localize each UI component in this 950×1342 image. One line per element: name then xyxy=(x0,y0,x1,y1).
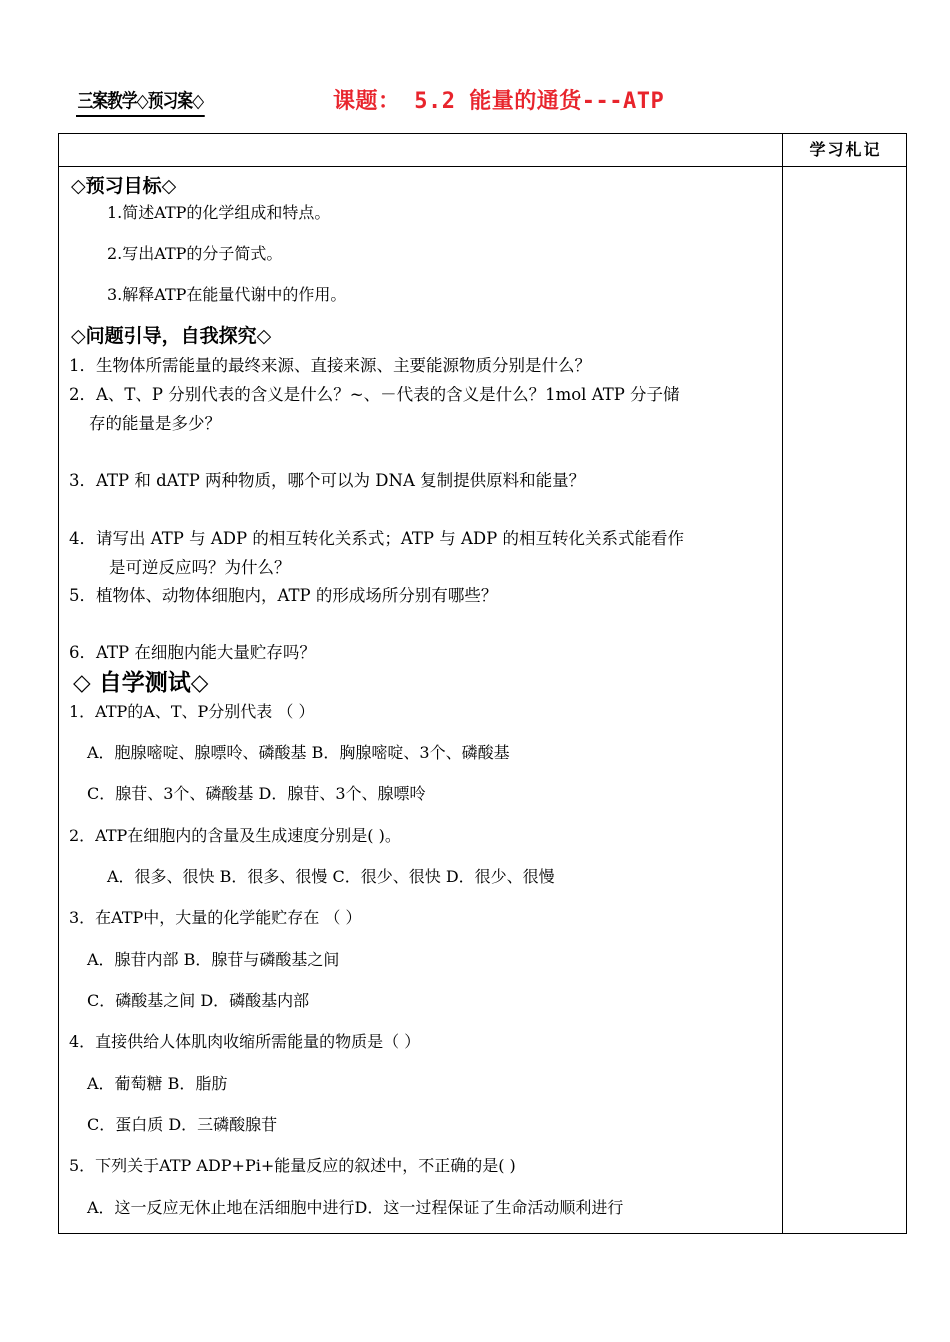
worksheet-table xyxy=(58,133,907,1234)
test-question: 2．ATP在细胞内的含量及生成速度分别是( )。 xyxy=(69,826,401,845)
test-options: A．胞腺嘧啶、腺嘌呤、磷酸基 B．胸腺嘧啶、3个、磷酸基 xyxy=(87,743,510,762)
test-question: 4．直接供给人体肌肉收缩所需能量的物质是（ ） xyxy=(69,1032,421,1051)
test-options: C．蛋白质 D．三磷酸腺苷 xyxy=(87,1115,278,1134)
inquiry-question: 2．A、T、P 分别代表的含义是什么？~、－代表的含义是什么？1mol ATP 分子储 xyxy=(69,385,680,404)
test-question: 5．下列关于ATP ADP+Pi+能量反应的叙述中，不正确的是( ) xyxy=(69,1156,516,1175)
notes-column-header: 学习札记 xyxy=(809,140,882,159)
section-heading-goals: ◇预习目标◇ xyxy=(71,175,177,197)
inquiry-question: 1．生物体所需能量的最终来源、直接来源、主要能源物质分别是什么？ xyxy=(69,356,591,375)
section-heading-inquiry: ◇问题引导，自我探究◇ xyxy=(71,325,272,347)
test-options: A．腺苷内部 B．腺苷与磷酸基之间 xyxy=(87,950,340,969)
header-stamp: 三案教学◇预习案◇ xyxy=(76,86,205,117)
inquiry-question-cont: 存的能量是多少？ xyxy=(89,414,221,433)
inquiry-question: 5．植物体、动物体细胞内，ATP 的形成场所分别有哪些？ xyxy=(69,586,498,605)
page-title: 课题： 5.2 能量的通货---ATP xyxy=(333,89,665,114)
column-divider xyxy=(782,134,783,1233)
test-options: A．这一反应无休止地在活细胞中进行D．这一过程保证了生命活动顺利进行 xyxy=(87,1198,624,1217)
inquiry-question: 6．ATP 在细胞内能大量贮存吗？ xyxy=(69,643,316,662)
test-options: C．腺苷、3个、磷酸基 D．腺苷、3个、腺嘌呤 xyxy=(87,784,426,803)
header-row-divider xyxy=(59,166,906,167)
goal-item: 2.写出ATP的分子简式。 xyxy=(107,244,283,263)
test-options: C．磷酸基之间 D．磷酸基内部 xyxy=(87,991,310,1010)
test-options: A．很多、很快 B．很多、很慢 C．很少、很快 D．很少、很慢 xyxy=(107,867,555,886)
inquiry-question-cont: 是可逆反应吗？为什么？ xyxy=(109,558,291,577)
goal-item: 1.简述ATP的化学组成和特点。 xyxy=(107,203,331,222)
test-options: A．葡萄糖 B．脂肪 xyxy=(87,1074,228,1093)
inquiry-question: 4．请写出 ATP 与 ADP 的相互转化关系式；ATP 与 ADP 的相互转化关系式能看作 xyxy=(69,529,684,548)
test-question: 1．ATP的A、T、P分别代表 （ ） xyxy=(69,702,315,721)
section-heading-selftest: ◇ 自学测试◇ xyxy=(73,670,209,696)
goal-item: 3.解释ATP在能量代谢中的作用。 xyxy=(107,285,347,304)
test-question: 3．在ATP中，大量的化学能贮存在 （ ） xyxy=(69,908,362,927)
inquiry-question: 3．ATP 和 dATP 两种物质，哪个可以为 DNA 复制提供原料和能量？ xyxy=(69,471,586,490)
